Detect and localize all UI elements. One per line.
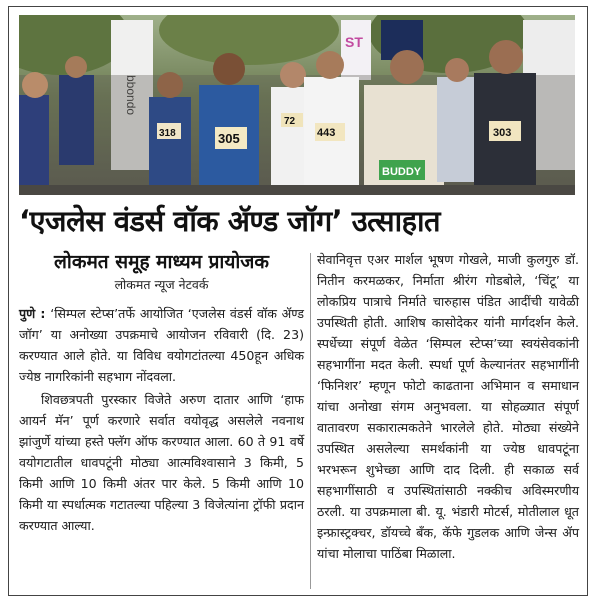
left-column xyxy=(19,249,304,536)
headline: ‘एजलेस वंडर्स वॉक ॲण्ड जॉग’ उत्साहात xyxy=(19,204,441,238)
bib-303: 303 xyxy=(493,127,512,139)
sponsor-title: लोकमत समूह माध्यम प्रायोजक xyxy=(54,251,269,273)
banner-left-text: bbondo xyxy=(124,75,138,116)
photo-walkers-icon xyxy=(19,15,575,195)
byline: लोकमत न्यूज नेटवर्क xyxy=(114,277,209,292)
column-divider xyxy=(310,253,311,589)
bib-305: 305 xyxy=(218,131,240,146)
bib-72: 72 xyxy=(284,116,296,127)
bib-buddy: BUDDY xyxy=(382,166,422,178)
left-paragraph-2: शिवछत्रपती पुरस्कार विजेते अरुण दातार आणि ‘हाफ आयर्न मॅन’ पूर्ण करणारे सर्वात वयोवृद्ध असलेले नवनाथ झांजुर्णे यांच्या हस्ते फ्लॅग ऑफ करण्यात आला. 60 ते 91 वर्षे वयोगटातील धावपटूंनी मोठ्या आत्मविश्वासाने 3 किमी, 5 किमी आणि 10 किमी अंतर पार केले. 5 किमी आणि 10 किमी या स्पर्धात्मक गटातल्या पहिल्या 3 विजेत्यांना ट्रॉफी प्रदान करण्यात आल्या. xyxy=(19,392,304,533)
left-paragraph-1 xyxy=(19,303,304,387)
dateline: पुणे : xyxy=(19,306,46,321)
event-photo xyxy=(19,15,575,195)
right-paragraph-1: सेवानिवृत्त एअर मार्शल भूषण गोखले, माजी कुलगुरु डॉ. नितीन करमळकर, निर्माता श्रीरंग गोडबोले, ‘चिंटू’ या लोकप्रिय पात्राचे निर्माते चारुहास पंडित आदींची यावेळी उपस्थिती होती. आशिष कासोदेकर यांनी मार्गदर्शन केले. स्पर्धेच्या संपूर्ण वेळेत ‘सिम्पल स्टेप्स’च्या स्वयंसेवकांनी सहभागींना मदत केली. स्पर्धा पूर्ण केल्यानंतर सहभागींनी ‘फिनिशर’ म्हणून फोटो काढताना अभिमान व समाधान यांचा अनोखा संगम अनुभवला. या सोहळ्यात संपूर्ण वातावरण सकारात्मकतेने भारलेले होते. मोठ्या संख्येने उपस्थित असलेल्या समर्थकांनी या ज्येष्ठ धावपटूंना भरभरून शुभेच्छा आणि दाद दिली. ही सकाळ सर्व सहभागींसाठी व उपस्थितांसाठी नक्कीच अविस्मरणीय ठरली. या उपक्रमाला बी. यू. भंडारी मोटर्स, मोतीलाल धूत इन्फ्रास्ट्रक्चर, डॉयच्चे बँक, कॅफे गुडलक आणि जेन्स ॲप यांचा मोलाचा पाठिंबा मिळाला. xyxy=(317,252,579,561)
bib-318: 318 xyxy=(159,128,176,139)
news-clipping xyxy=(8,6,588,596)
banner-right-text: ST xyxy=(345,34,363,50)
left-paragraph-1-text: ‘सिम्पल स्टेप्स’तर्फे आयोजित ‘एजलेस वंडर्स वॉक ॲण्ड जॉग’ या अनोख्या उपक्रमाचे आयोजन रविवारी (दि. 23) करण्यात आले होते. या विविध वयोगटांतल्या 450हून अधिक ज्येष्ठ नागरिकांनी सहभाग नोंदवला. xyxy=(19,306,304,384)
right-column xyxy=(317,249,579,564)
bib-443: 443 xyxy=(317,127,336,139)
